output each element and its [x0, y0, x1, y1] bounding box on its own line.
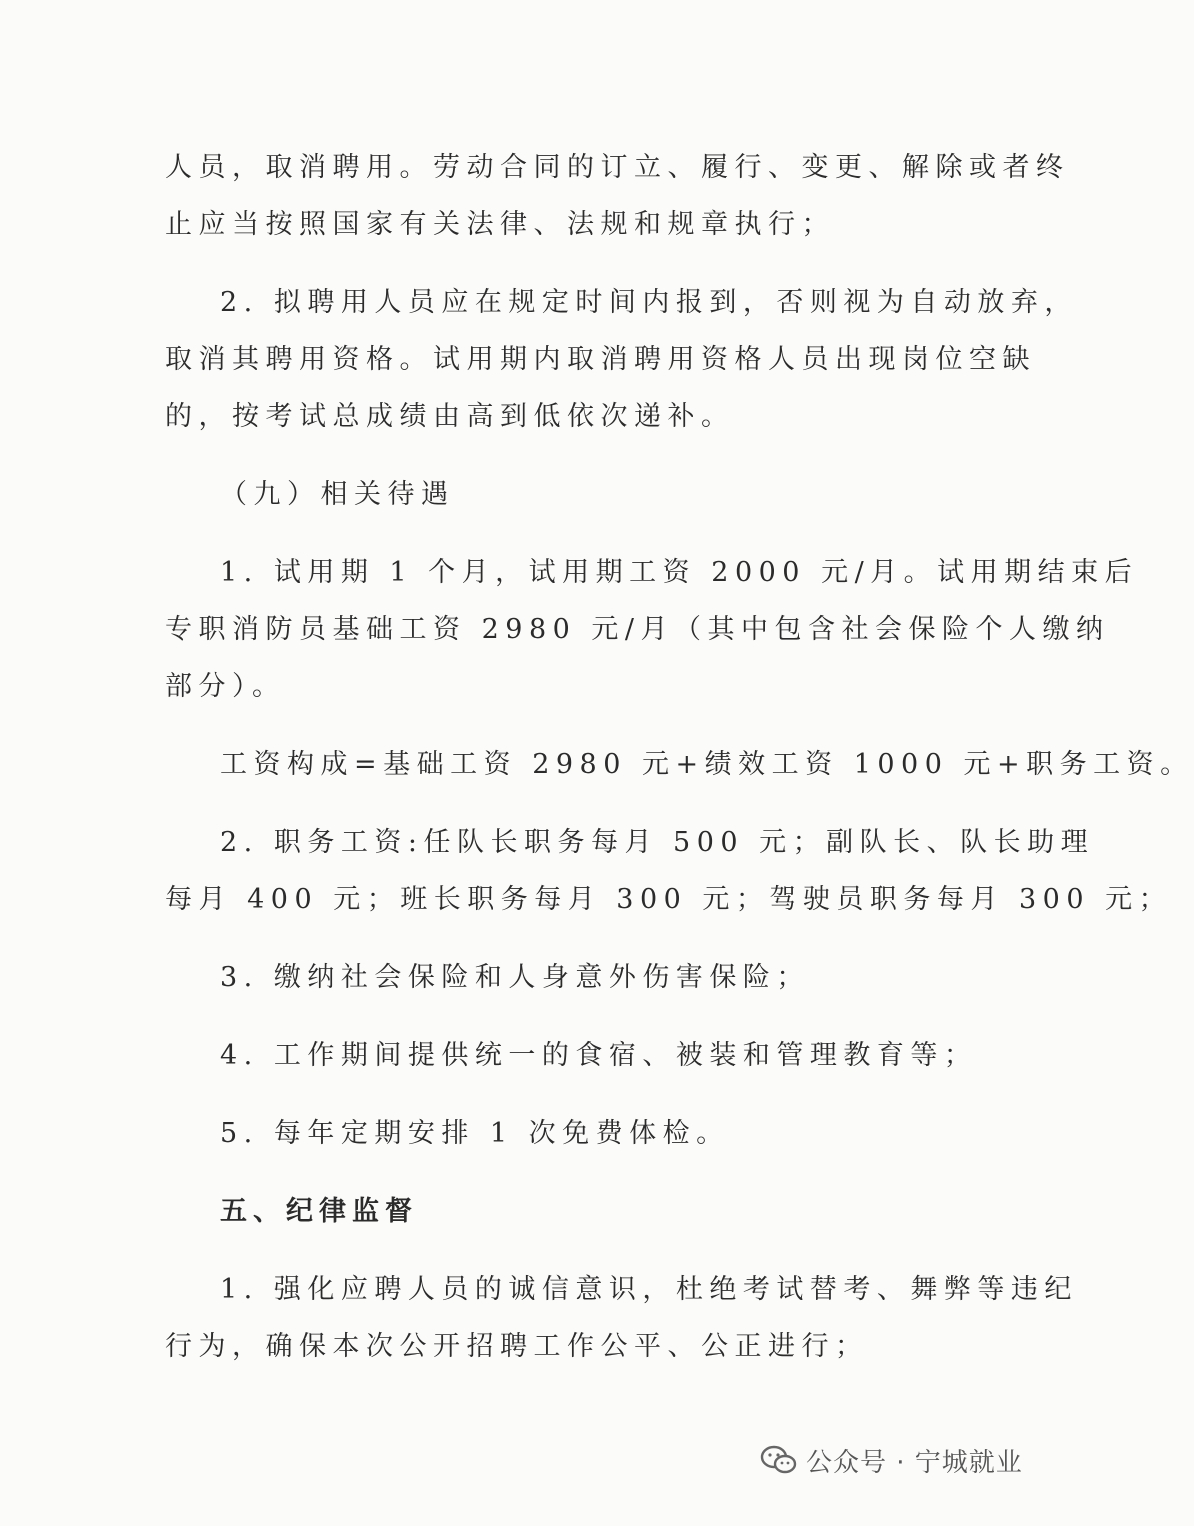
paragraph-line: 1. 试用期 1 个月，试用期工资 2000 元/月。试用期结束后 [220, 557, 1139, 588]
paragraph-line: 工资构成=基础工资 2980 元+绩效工资 1000 元+职务工资。 [220, 749, 1194, 780]
watermark-text: 公众号 · 宁城就业 [806, 1447, 1023, 1478]
paragraph-line: 止应当按照国家有关法律、法规和规章执行； [165, 209, 835, 240]
paragraph-line: 1. 强化应聘人员的诚信意识，杜绝考试替考、舞弊等违纪 [220, 1274, 1078, 1305]
paragraph-line: 的，按考试总成绩由高到低依次递补。 [165, 401, 735, 432]
paragraph-line: 人员，取消聘用。劳动合同的订立、履行、变更、解除或者终 [165, 152, 1070, 183]
paragraph-line: 2. 拟聘用人员应在规定时间内报到，否则视为自动放弃， [220, 287, 1078, 318]
paragraph-line: 专职消防员基础工资 2980 元/月（其中包含社会保险个人缴纳 [165, 614, 1110, 645]
section-subheading: （九）相关待遇 [220, 479, 455, 510]
paragraph-line: 3. 缴纳社会保险和人身意外伤害保险； [220, 962, 810, 993]
paragraph-line: 取消其聘用资格。试用期内取消聘用资格人员出现岗位空缺 [165, 344, 1036, 375]
watermark [760, 1440, 1023, 1480]
paragraph-line: 5. 每年定期安排 1 次免费体检。 [220, 1118, 730, 1149]
paragraph-line: 每月 400 元；班长职务每月 300 元；驾驶员职务每月 300 元； [165, 884, 1173, 915]
paragraph-line: 4. 工作期间提供统一的食宿、被装和管理教育等； [220, 1040, 978, 1071]
paragraph-line: 部分）。 [165, 671, 286, 702]
paragraph-line: 行为，确保本次公开招聘工作公平、公正进行； [165, 1331, 869, 1362]
wechat-icon [760, 1444, 798, 1476]
paragraph-line: 2. 职务工资:任队长职务每月 500 元；副队长、队长助理 [220, 827, 1095, 858]
section-heading: 五、纪律监督 [220, 1196, 418, 1227]
